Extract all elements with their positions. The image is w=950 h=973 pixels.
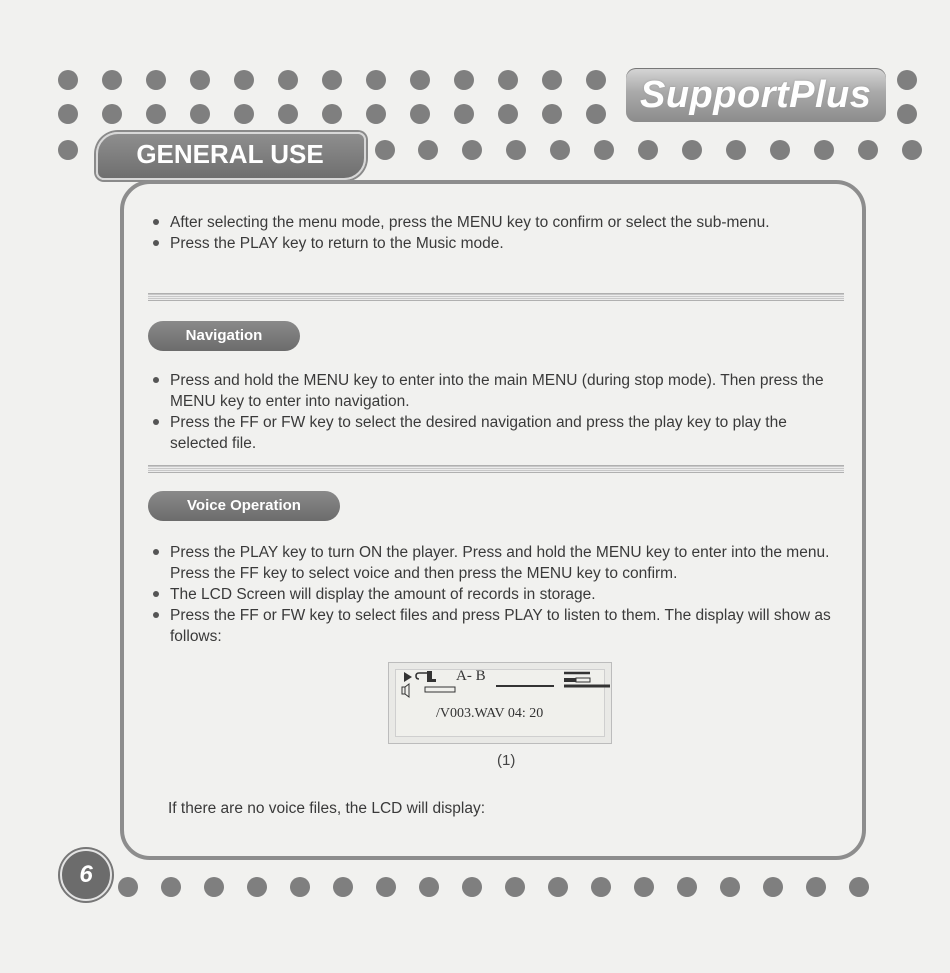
brand-logo: SupportPlus bbox=[640, 74, 872, 116]
dot bbox=[586, 70, 606, 90]
dot bbox=[290, 877, 310, 897]
dot bbox=[586, 104, 606, 124]
bullet-icon bbox=[153, 419, 159, 425]
list-item-text: After selecting the menu mode, press the MENU key to confirm or select the sub-menu. bbox=[170, 214, 770, 231]
dot bbox=[677, 877, 697, 897]
dot bbox=[498, 104, 518, 124]
dot bbox=[542, 104, 562, 124]
list-item bbox=[150, 542, 840, 584]
dot bbox=[58, 70, 78, 90]
dot bbox=[897, 70, 917, 90]
dot bbox=[550, 140, 570, 160]
list-item-text: Press the PLAY key to turn ON the player. Press and hold the MENU key to enter into the menu. Press the FF key to select voice and then press the MENU key to confirm. bbox=[170, 544, 830, 582]
play-icon bbox=[404, 672, 412, 682]
list-item-text: Press and hold the MENU key to enter into the main MENU (during stop mode). Then press the MENU key to enter into navigation. bbox=[170, 372, 824, 410]
lcd-file-readout: /V003.WAV 04: 20 bbox=[436, 706, 544, 721]
dot bbox=[418, 140, 438, 160]
bullet-icon bbox=[153, 549, 159, 555]
dot bbox=[58, 140, 78, 160]
dot bbox=[190, 104, 210, 124]
dot bbox=[146, 70, 166, 90]
dot bbox=[322, 70, 342, 90]
dot bbox=[234, 70, 254, 90]
repeat-icon bbox=[416, 671, 436, 682]
navigation-bullet-list bbox=[150, 370, 840, 454]
dot bbox=[634, 877, 654, 897]
dot bbox=[118, 877, 138, 897]
page-number: 6 bbox=[79, 861, 93, 888]
dot bbox=[726, 140, 746, 160]
dot bbox=[806, 877, 826, 897]
dot bbox=[190, 70, 210, 90]
bullet-icon bbox=[153, 219, 159, 225]
dot bbox=[102, 104, 122, 124]
dot bbox=[333, 877, 353, 897]
dot bbox=[375, 140, 395, 160]
dot bbox=[376, 877, 396, 897]
dot bbox=[454, 104, 474, 124]
dot bbox=[419, 877, 439, 897]
list-item bbox=[150, 370, 840, 412]
list-item-text: Press the FF or FW key to select files and press PLAY to listen to them. The display will show as follows: bbox=[170, 607, 831, 645]
dot bbox=[849, 877, 869, 897]
dot bbox=[542, 70, 562, 90]
list-item-text: Press the FF or FW key to select the desired navigation and press the play key to play the selected file. bbox=[170, 414, 787, 452]
dot bbox=[682, 140, 702, 160]
list-item bbox=[150, 605, 840, 647]
dot bbox=[462, 877, 482, 897]
dot bbox=[858, 140, 878, 160]
dot bbox=[770, 140, 790, 160]
dot bbox=[763, 877, 783, 897]
dot bbox=[204, 877, 224, 897]
intro-bullet-list bbox=[150, 212, 840, 254]
lcd-icons bbox=[388, 662, 610, 742]
dot bbox=[102, 70, 122, 90]
dot bbox=[247, 877, 267, 897]
bullet-icon bbox=[153, 377, 159, 383]
lcd-ab-label: A- B bbox=[456, 668, 486, 684]
dot bbox=[505, 877, 525, 897]
dot bbox=[278, 104, 298, 124]
section-divider bbox=[148, 293, 844, 301]
dot bbox=[902, 140, 922, 160]
dot bbox=[410, 70, 430, 90]
list-item-text: The LCD Screen will display the amount of records in storage. bbox=[170, 586, 596, 603]
dot bbox=[462, 140, 482, 160]
dot bbox=[548, 877, 568, 897]
dot bbox=[322, 104, 342, 124]
dot bbox=[720, 877, 740, 897]
dot bbox=[506, 140, 526, 160]
dot bbox=[814, 140, 834, 160]
dot bbox=[161, 877, 181, 897]
bullet-icon bbox=[153, 591, 159, 597]
list-item-text: Press the PLAY key to return to the Music mode. bbox=[170, 235, 504, 252]
dot bbox=[410, 104, 430, 124]
list-item bbox=[150, 212, 840, 233]
bullet-icon bbox=[153, 612, 159, 618]
dot bbox=[234, 104, 254, 124]
dot bbox=[454, 70, 474, 90]
list-item bbox=[150, 233, 840, 254]
dot bbox=[591, 877, 611, 897]
section-divider bbox=[148, 465, 844, 473]
dot bbox=[897, 104, 917, 124]
dot bbox=[366, 104, 386, 124]
battery-icon bbox=[564, 673, 590, 682]
dot bbox=[146, 104, 166, 124]
dot bbox=[58, 104, 78, 124]
list-item bbox=[150, 412, 840, 454]
bullet-icon bbox=[153, 240, 159, 246]
dot bbox=[498, 70, 518, 90]
dot bbox=[638, 140, 658, 160]
lcd-progress-track bbox=[425, 687, 455, 692]
figure-caption: (1) bbox=[497, 752, 516, 769]
dot bbox=[278, 70, 298, 90]
list-item bbox=[150, 584, 840, 605]
dot bbox=[366, 70, 386, 90]
no-files-text: If there are no voice files, the LCD will display: bbox=[168, 800, 486, 817]
speaker-icon bbox=[402, 684, 409, 697]
navigation-heading: Navigation bbox=[148, 321, 300, 351]
dot bbox=[594, 140, 614, 160]
section-title: GENERAL USE bbox=[136, 139, 324, 169]
voice-operation-heading: Voice Operation bbox=[148, 491, 340, 521]
voice-bullet-list bbox=[150, 542, 840, 647]
